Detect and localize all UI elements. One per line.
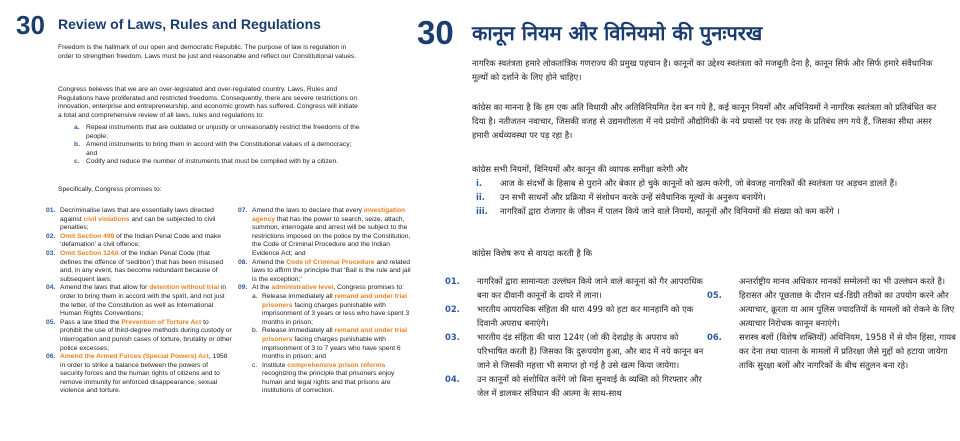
list-item: b. Release immediately all remand and under trial prisoners facing charges punishable with imprisonment of 3 to 7 years who have spent 6 months in prison; and (252, 327, 407, 361)
english-page (0, 0, 415, 441)
list-item: c. Institute comprehensive prison reforms recognizing the principle that prisoners enjoy human and legal rights and that prisons are institutions of correction. (252, 361, 395, 395)
congress-belief-paragraph: Congress believes that we are an over-legislated and over-regulated country. Laws, Rules and Regulations have proliferated and restricted freedoms. Consequently, there are severe restrictions on innovation, enterprise and entrepreneurship, and economic growth has suffered. Congress will initiate a total and comprehensive review of all laws, rules and regulations to: (58, 86, 358, 119)
list-item: a. Release immediately all remand and under trial prisoners facing charges punishable with imprisonment of 3 years or less who have spent 3 months in prison; (252, 292, 410, 326)
promises-column-1 (46, 207, 232, 396)
congress-belief-paragraph: कांग्रेस का मानना है कि हम एक अति विधायी और अतिविनियमित देश बन गये है, कई कानून नियमों और अधिनियमों ने नागरिक स्वतंत्रता को प्रतिबंधित कर दिया है। नतीजतन नवाचार, जिसकी वजह से उद्यमशीलता में नये प्रयोगों औद्योगिकी के नये प्रयासों पर एक तरह के प्रतिबंध लग गये हैं, जिसका सीधा असर हमारी अर्थव्यवस्था पर पड़ रहा है। (472, 102, 937, 140)
list-item: b. Amend instruments to bring them in accord with the Constitutional values of a democracy; and (74, 141, 352, 157)
section-number: 30 (16, 10, 45, 40)
section-title: कानून नियम और विनियमो की पुनःपरख (472, 21, 763, 45)
promise-item: 02. Omit Section 499 of the Indian Penal Code and make ‘defamation’ a civil offence; (46, 232, 221, 249)
promise-intro: Specifically, Congress promises to: (58, 186, 162, 193)
promise-item: 04. उन कानूनों को संशोधित करेंगे जो बिना सुनवाई के व्यक्ति को गिरफ्तार और जेल में डालकर संविधान की आत्मा के साथ-साथ (445, 374, 702, 398)
promise-item: 03. भारतीय दंड संहिता की धारा 124ए (जो की देशद्रोह के अपराध को परिभाषित करती है) जिसका कि दुरूपयोग हुआ, और बाद में नये कानून बन जाने से जिसकी महत्ता भी समाप्त हो गई है उसे खत्म किया जायेगा। (445, 332, 704, 370)
intro-paragraph: नागरिक स्वतंत्रता हमारे लोकतांत्रिक गणराज्य की प्रमुख पहचान है। कानूनों का उद्देश्य स्वतंत्रता को मजबूती देना है, कानून सिर्फ और सिर्फ हमारे संवैधानिक मूल्यों को दर्शाने के लिए होने चाहिए। (472, 58, 933, 82)
list-item: a. Repeal instruments that are outdated or unjustly or unreasonably restrict the freedoms of the people; (74, 124, 360, 140)
promise-item: 08. Amend the Code of Criminal Procedure and related laws to affirm the principle that ‘Bail is the rule and jail is the exception;’ (238, 258, 411, 283)
promise-item: 04. Amend the laws that allow for detention without trial in order to bring them in accord with the spirit, and not just the letter, of the Constitution as well as International Human Rights Conventions; (46, 284, 227, 318)
hindi-page (415, 0, 960, 441)
review-intro: कांग्रेस सभी नियमों, विनियमों और कानून की व्यापक समीक्षा करेगी और (472, 164, 688, 174)
promise-item: 03. Omit Section 124A of the Indian Penal Code (that defines the offence of ‘sedition’) that has been misused and, in any event, has become redundant because of subsequent laws; (46, 249, 224, 283)
promise-item: 09. At the administrative level, Congress promises to: a. Release immediately all remand and under trial prisoners facing charges punishable with imprisonment of 3 years or less who have spent 3 months in prison; b. Release immediately all remand and under trial prisoners facing charges punishable with imprisonment of 3 to 7 years who have spent 6 months in prison; and c. Institute comprehensive prison reforms recognizing the principle that prisoners enjoy human and legal rights and that prisons are institutions of correction. (238, 284, 412, 396)
list-item: ii. उन सभी साधनों और प्रक्रिया में संशोधन करके उन्हें संवैधानिक मूल्यों के अनुरूप बनायेंगे। (476, 192, 766, 202)
review-list (74, 124, 364, 167)
list-item: i. आज के संदर्भों के हिसाब से पुराने और बेकार हो चुके कानूनों को खत्म करेगी, जो बेवजह नागरिकों की स्वतंत्रता पर अड़चन डालते हैं। (476, 178, 898, 188)
promise-item: 05. Pass a law titled the Prevention of Torture Act to prohibit the use of third-degree methods during custody or interrogation and punish cases of torture, brutality or other police excesses; (46, 318, 232, 352)
promise-item: 01. नागरिकों द्वारा सामान्यतः उल्लंघन किये जाने वाले कानूनां को गैर आपराधिक बना कर दीवानी कानूनों के दायरे में लाना। (445, 276, 703, 300)
promise-item: 06. सशस्त्र बलों (विशेष शक्तियों) अधिनियम, 1958 में से यौन हिंसा, गायब कर देना तथा यातना के मामलों में प्रतिरक्षा जैसे मुद्दों को हटाया जायेगा ताकि सुरक्षा बलों और नागरिकों के बीच संतुलन बना रहे। (707, 332, 956, 370)
promises-column-1 (445, 274, 711, 400)
promise-item: 05. हिरासत और पूछताछ के दौरान थर्ड-डिग्री तरीको का उपयोग करने और अत्याचार, क्रूरता या आम पुलिस ज्यादतियों के मामलों को रोकने के लिए अत्याचार निरोधक कानून बनाएंगे। (707, 290, 955, 328)
promise-item: 02. भारतीय आपराधिक संहिता की धारा 499 को हटा कर मानहानि को एक दिवानी अपराध बनाएंगे। (445, 304, 694, 328)
promises-column-2 (238, 207, 412, 396)
section-number: 30 (417, 14, 454, 51)
promise-continuation: अन्तर्राष्ट्रीय मानव अधिकार मानकों सम्मेलनों का भी उल्लंघन करते है। (739, 276, 946, 286)
list-item: iii. नागरिकों द्वारा रोजगार के जीवन में पालन किये जाने वाले नियमों, कानूनों और विनियमों की संख्या को कम करेंगे । (476, 206, 840, 216)
intro-paragraph: Freedom is the hallmark of our open and democratic Republic. The purpose of law is regulation in order to strengthen freedom. Laws must be just and reasonable and reflect our Constitutional values. (58, 44, 357, 60)
promise-item: 01. Decriminalise laws that are essentially laws directed against civil violations and can be subjected to civil penalties; (46, 207, 216, 232)
section-title: Review of Laws, Rules and Regulations (58, 16, 321, 32)
promises-column-2 (707, 274, 957, 372)
list-item: c. Codify and reduce the number of instruments that must be complied with by a citizen. (74, 158, 339, 166)
promise-item: 06. Amend the Armed Forces (Special Powers) Act, 1958 in order to strike a balance between the powers of security forces and the human rights of citizens and to remove immunity for enforced disappearance, sexual violence and torture. (46, 353, 228, 395)
promise-item: 07. Amend the laws to declare that every investigation agency that has the power to search, seize, attach, summon, interrogate and arrest will be subject to the restrictions imposed on the police by the Constitution, the Code of Criminal Procedure and the Indian Evidence Act; and (238, 207, 411, 257)
review-list (472, 176, 942, 218)
promise-intro: कांग्रेस विशेष रूप से वायदा करती है कि (472, 248, 593, 258)
